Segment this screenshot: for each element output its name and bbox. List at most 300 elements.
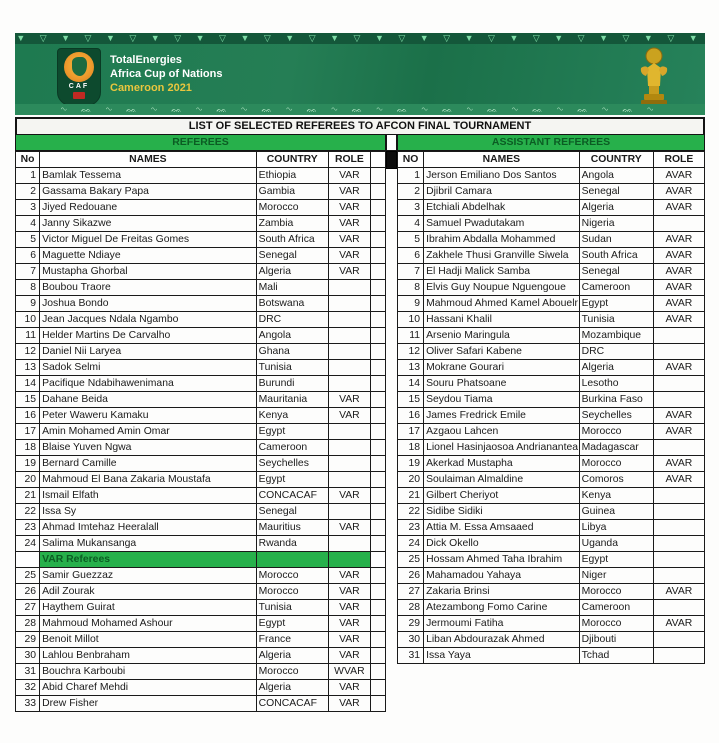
referee-country: Egypt — [579, 296, 653, 312]
row-number: 15 — [16, 392, 40, 408]
referee-country: Nigeria — [579, 216, 653, 232]
col-header-no: NO — [398, 152, 424, 168]
blank-cell — [370, 568, 385, 584]
banner-background — [15, 44, 705, 104]
referee-country: DRC — [579, 344, 653, 360]
row-number: 12 — [16, 344, 40, 360]
col-header-no: No — [16, 152, 40, 168]
referee-country: Morocco — [579, 424, 653, 440]
referee-name: Hossam Ahmed Taha Ibrahim — [424, 552, 580, 568]
referee-name: Atezambong Fomo Carine — [424, 600, 580, 616]
referee-role: VAR — [328, 248, 370, 264]
referee-country: Botswana — [256, 296, 328, 312]
blank-cell — [370, 280, 385, 296]
blank-cell — [370, 616, 385, 632]
referee-name: Seydou Tiama — [424, 392, 580, 408]
referee-country: Algeria — [579, 200, 653, 216]
assistant-referees-section-header: ASSISTANT REFEREES — [397, 134, 705, 151]
blank-cell — [370, 344, 385, 360]
table-row — [398, 344, 705, 360]
brand-afcon: Africa Cup of Nations — [110, 68, 223, 80]
referee-country: Senegal — [579, 184, 653, 200]
referee-role — [653, 344, 704, 360]
africa-map-icon — [64, 52, 94, 82]
row-number: 25 — [398, 552, 424, 568]
row-number: 27 — [16, 600, 40, 616]
referee-country: Burundi — [256, 376, 328, 392]
referee-country: Mali — [256, 280, 328, 296]
referee-name: Haythem Guirat — [40, 600, 257, 616]
row-number: 10 — [398, 312, 424, 328]
referee-name: Daniel Nii Laryea — [40, 344, 257, 360]
table-row — [398, 392, 705, 408]
table-row — [16, 664, 386, 680]
referee-country: Egypt — [256, 424, 328, 440]
table-row — [398, 648, 705, 664]
referee-role — [328, 376, 370, 392]
banner-pattern-top: ▼ ▽ ▼ ▽ ▼ ▽ ▼ ▽ ▼ ▽ ▼ ▽ ▼ ▽ ▼ ▽ ▼ ▽ ▼ ▽ ▼ ▽ ▼ ▽ ▼ ▽ ▼ ▽ ▼ ▽ ▼ — [16, 33, 704, 43]
table-row — [398, 248, 705, 264]
referee-name: Liban Abdourazak Ahmed — [424, 632, 580, 648]
blank-cell — [370, 424, 385, 440]
row-number: 30 — [398, 632, 424, 648]
referee-name: Peter Waweru Kamaku — [40, 408, 257, 424]
referee-country: France — [256, 632, 328, 648]
row-number: 31 — [16, 664, 40, 680]
referee-country: Morocco — [579, 456, 653, 472]
referee-country: Algeria — [579, 360, 653, 376]
row-number: 19 — [398, 456, 424, 472]
referee-name: Mahmoud Ahmed Kamel Abouelr — [424, 296, 580, 312]
row-number: 29 — [16, 632, 40, 648]
referee-country: Mauritania — [256, 392, 328, 408]
referees-header-row — [16, 152, 386, 168]
referee-name: Samuel Pwadutakam — [424, 216, 580, 232]
blank-cell — [370, 264, 385, 280]
referee-role: VAR — [328, 184, 370, 200]
referee-country: Cameroon — [579, 600, 653, 616]
referee-country: DRC — [256, 312, 328, 328]
referee-role — [328, 280, 370, 296]
referee-role: AVAR — [653, 168, 704, 184]
referee-role — [328, 504, 370, 520]
table-row — [398, 424, 705, 440]
caf-logo-text: CAF — [68, 83, 90, 90]
col-header-country: COUNTRY — [579, 152, 653, 168]
blank-cell — [370, 680, 385, 696]
row-number: 27 — [398, 584, 424, 600]
referee-role — [328, 328, 370, 344]
row-number: 9 — [16, 296, 40, 312]
referee-name: Mahamadou Yahaya — [424, 568, 580, 584]
referee-name: Pacifique Ndabihawenimana — [40, 376, 257, 392]
row-number: 15 — [398, 392, 424, 408]
referee-name: Etchiali Abdelhak — [424, 200, 580, 216]
referee-role — [653, 392, 704, 408]
blank-cell — [370, 232, 385, 248]
table-row — [398, 632, 705, 648]
referee-name: Helder Martins De Carvalho — [40, 328, 257, 344]
referee-name: Ismail Elfath — [40, 488, 257, 504]
referee-name: Adil Zourak — [40, 584, 257, 600]
referee-country: Cameroon — [579, 280, 653, 296]
referee-role: VAR — [328, 680, 370, 696]
tournament-banner — [15, 33, 705, 115]
referee-country: Gambia — [256, 184, 328, 200]
blank-cell — [370, 408, 385, 424]
col-header-role: ROLE — [328, 152, 370, 168]
blank-cell — [370, 584, 385, 600]
row-number: 23 — [16, 520, 40, 536]
row-number: 12 — [398, 344, 424, 360]
referee-country: Morocco — [579, 616, 653, 632]
referee-name: James Fredrick Emile — [424, 408, 580, 424]
table-row — [398, 616, 705, 632]
blank-cell — [370, 376, 385, 392]
row-number: 25 — [16, 568, 40, 584]
row-number: 13 — [16, 360, 40, 376]
table-row — [16, 360, 386, 376]
brand-totalenergies: TotalEnergies — [110, 54, 182, 66]
referee-country: Algeria — [256, 648, 328, 664]
referee-role: AVAR — [653, 616, 704, 632]
table-row — [16, 520, 386, 536]
blank-cell — [370, 216, 385, 232]
row-number — [16, 552, 40, 568]
band-gap-cell — [386, 134, 397, 151]
row-number: 16 — [398, 408, 424, 424]
referee-country: Cameroon — [256, 440, 328, 456]
blank-cell — [370, 392, 385, 408]
referee-name: Drew Fisher — [40, 696, 257, 712]
blank-cell — [370, 296, 385, 312]
referee-name: Zakhele Thusi Granville Siwela — [424, 248, 580, 264]
referee-role — [653, 520, 704, 536]
referee-country: Lesotho — [579, 376, 653, 392]
referee-name: Elvis Guy Noupue Nguengoue — [424, 280, 580, 296]
referee-role: AVAR — [653, 296, 704, 312]
referee-name: Issa Yaya — [424, 648, 580, 664]
referee-role: AVAR — [653, 312, 704, 328]
referee-country: Egypt — [256, 472, 328, 488]
table-row — [16, 296, 386, 312]
row-number: 26 — [398, 568, 424, 584]
blank-cell — [370, 664, 385, 680]
referee-role — [653, 376, 704, 392]
separator-cell — [386, 151, 397, 169]
row-number: 30 — [16, 648, 40, 664]
referee-name: Salima Mukansanga — [40, 536, 257, 552]
referee-country: Uganda — [579, 536, 653, 552]
referee-role: AVAR — [653, 472, 704, 488]
row-number: 29 — [398, 616, 424, 632]
table-row — [398, 520, 705, 536]
table-row — [16, 616, 386, 632]
blank-cell — [370, 312, 385, 328]
blank-cell — [370, 184, 385, 200]
referee-role — [328, 440, 370, 456]
referee-country: Seychelles — [256, 456, 328, 472]
referee-country: Tunisia — [579, 312, 653, 328]
row-number: 2 — [16, 184, 40, 200]
referee-role — [653, 328, 704, 344]
table-row — [16, 584, 386, 600]
referee-role — [653, 488, 704, 504]
table-row — [16, 232, 386, 248]
row-number: 3 — [398, 200, 424, 216]
row-number: 1 — [398, 168, 424, 184]
table-row — [16, 504, 386, 520]
blank-cell — [370, 536, 385, 552]
referees-table — [15, 151, 386, 712]
blank-cell — [370, 168, 385, 184]
referee-name: Djibril Camara — [424, 184, 580, 200]
row-number: 9 — [398, 296, 424, 312]
referee-name: Soulaiman Almaldine — [424, 472, 580, 488]
referee-role: VAR — [328, 696, 370, 712]
row-number: 22 — [16, 504, 40, 520]
referee-name: Janny Sikazwe — [40, 216, 257, 232]
table-row — [398, 488, 705, 504]
row-number: 7 — [398, 264, 424, 280]
table-row — [398, 568, 705, 584]
referee-name: Boubou Traore — [40, 280, 257, 296]
table-row — [16, 456, 386, 472]
referee-name: Zakaria Brinsi — [424, 584, 580, 600]
referee-role — [653, 552, 704, 568]
table-row — [398, 584, 705, 600]
table-row — [16, 488, 386, 504]
referee-name: Bernard Camille — [40, 456, 257, 472]
referee-name: Akerkad Mustapha — [424, 456, 580, 472]
referee-role: AVAR — [653, 248, 704, 264]
col-header-country: COUNTRY — [256, 152, 328, 168]
referee-country: Egypt — [579, 552, 653, 568]
table-row — [16, 568, 386, 584]
table-row — [398, 552, 705, 568]
referee-role: VAR — [328, 648, 370, 664]
referee-name: Mokrane Gourari — [424, 360, 580, 376]
table-row — [16, 680, 386, 696]
referee-role — [653, 504, 704, 520]
assistant-referees-table — [397, 151, 705, 664]
row-number: 11 — [398, 328, 424, 344]
referee-name: Mustapha Ghorbal — [40, 264, 257, 280]
table-row — [398, 504, 705, 520]
referee-country: Ethiopia — [256, 168, 328, 184]
referee-role: AVAR — [653, 232, 704, 248]
blank-cell — [370, 552, 385, 568]
row-number: 21 — [398, 488, 424, 504]
referee-name: Jermoumi Fatiha — [424, 616, 580, 632]
referee-role: AVAR — [653, 424, 704, 440]
referee-country: Mauritius — [256, 520, 328, 536]
afcon-trophy-icon — [631, 46, 677, 108]
table-row — [16, 472, 386, 488]
referee-country: Niger — [579, 568, 653, 584]
assistant-referees-header-row — [398, 152, 705, 168]
referee-country: Mozambique — [579, 328, 653, 344]
referee-country: Algeria — [256, 680, 328, 696]
table-row — [398, 280, 705, 296]
referee-role — [328, 456, 370, 472]
row-number: 28 — [16, 616, 40, 632]
page-title: LIST OF SELECTED REFEREES TO AFCON FINAL TOURNAMENT — [15, 117, 705, 136]
referee-country: Ghana — [256, 344, 328, 360]
referee-country: Tunisia — [256, 600, 328, 616]
referee-country: Djibouti — [579, 632, 653, 648]
referee-name: Lahlou Benbraham — [40, 648, 257, 664]
table-row — [398, 360, 705, 376]
referee-country: Seychelles — [579, 408, 653, 424]
col-header-names: NAMES — [424, 152, 580, 168]
referee-role: VAR — [328, 232, 370, 248]
row-number: 5 — [398, 232, 424, 248]
blank-cell — [370, 248, 385, 264]
referee-name: Gassama Bakary Papa — [40, 184, 257, 200]
row-number: 1 — [16, 168, 40, 184]
table-row — [398, 296, 705, 312]
referee-country: South Africa — [256, 232, 328, 248]
referee-country: Burkina Faso — [579, 392, 653, 408]
referee-country: Sudan — [579, 232, 653, 248]
table-row — [398, 168, 705, 184]
table-row — [398, 328, 705, 344]
referee-country: South Africa — [579, 248, 653, 264]
table-row — [16, 344, 386, 360]
referee-role: WVAR — [328, 664, 370, 680]
table-row — [398, 264, 705, 280]
row-number: 2 — [398, 184, 424, 200]
referee-name: Maguette Ndiaye — [40, 248, 257, 264]
referee-role — [328, 552, 370, 568]
table-row — [398, 184, 705, 200]
blank-cell — [370, 440, 385, 456]
row-number: 18 — [16, 440, 40, 456]
table-row — [16, 648, 386, 664]
table-row — [398, 472, 705, 488]
referee-role — [328, 360, 370, 376]
referee-name: Amin Mohamed Amin Omar — [40, 424, 257, 440]
row-number: 20 — [16, 472, 40, 488]
referee-name: Sadok Selmi — [40, 360, 257, 376]
referee-role: VAR — [328, 584, 370, 600]
referee-role — [328, 296, 370, 312]
row-number: 24 — [398, 536, 424, 552]
referee-name: Bouchra Karboubi — [40, 664, 257, 680]
referee-country: Algeria — [256, 264, 328, 280]
referee-role: AVAR — [653, 456, 704, 472]
referee-name: Azgaou Lahcen — [424, 424, 580, 440]
table-row — [16, 200, 386, 216]
referee-country: Morocco — [256, 568, 328, 584]
referee-role — [328, 536, 370, 552]
row-number: 33 — [16, 696, 40, 712]
referee-country: Angola — [579, 168, 653, 184]
table-row — [398, 408, 705, 424]
referee-country: Senegal — [579, 264, 653, 280]
referee-country: Comoros — [579, 472, 653, 488]
table-row — [16, 408, 386, 424]
table-row — [16, 280, 386, 296]
table-row — [398, 440, 705, 456]
blank-cell — [370, 200, 385, 216]
referee-role — [653, 216, 704, 232]
referee-role: AVAR — [653, 360, 704, 376]
var-referees-section-row — [16, 552, 386, 568]
row-number: 4 — [16, 216, 40, 232]
table-row — [16, 696, 386, 712]
referee-name: Issa Sy — [40, 504, 257, 520]
referee-role: VAR — [328, 488, 370, 504]
section-label: VAR Referees — [40, 552, 257, 568]
referee-name: El Hadji Malick Samba — [424, 264, 580, 280]
row-number: 17 — [16, 424, 40, 440]
referee-name: Benoit Millot — [40, 632, 257, 648]
row-number: 32 — [16, 680, 40, 696]
row-number: 24 — [16, 536, 40, 552]
referee-name: Dahane Beida — [40, 392, 257, 408]
table-row — [16, 600, 386, 616]
referee-name: Arsenio Maringula — [424, 328, 580, 344]
referee-role: VAR — [328, 264, 370, 280]
blank-cell — [370, 600, 385, 616]
blank-cell — [370, 648, 385, 664]
referee-country: Madagascar — [579, 440, 653, 456]
referee-role: VAR — [328, 568, 370, 584]
row-number: 4 — [398, 216, 424, 232]
row-number: 11 — [16, 328, 40, 344]
row-number: 17 — [398, 424, 424, 440]
referee-role: AVAR — [653, 200, 704, 216]
row-number: 28 — [398, 600, 424, 616]
referee-role: AVAR — [653, 408, 704, 424]
table-row — [16, 440, 386, 456]
referee-country: Morocco — [579, 584, 653, 600]
row-number: 13 — [398, 360, 424, 376]
referee-role — [328, 424, 370, 440]
row-number: 23 — [398, 520, 424, 536]
referee-name: Blaise Yuven Ngwa — [40, 440, 257, 456]
banner-pattern-bottom: ∿ ᨐ ∿ ᨐ ∿ ᨐ ∿ ᨐ ∿ ᨐ ∿ ᨐ ∿ ᨐ ∿ ᨐ ∿ ᨐ ∿ ᨐ ∿ ᨐ ∿ ᨐ ∿ ᨐ ∿ — [15, 104, 705, 115]
referee-role: AVAR — [653, 184, 704, 200]
referee-country: Senegal — [256, 248, 328, 264]
referee-name: Ahmad Imtehaz Heeralall — [40, 520, 257, 536]
row-number: 8 — [398, 280, 424, 296]
table-row — [398, 536, 705, 552]
referee-name: Victor Miguel De Freitas Gomes — [40, 232, 257, 248]
referee-role: AVAR — [653, 280, 704, 296]
referee-country: Zambia — [256, 216, 328, 232]
referees-section-header: REFEREES — [15, 134, 386, 151]
col-header-role: ROLE — [653, 152, 704, 168]
referee-name: Lionel Hasinjaosoa Andrianantea — [424, 440, 580, 456]
caf-logo — [57, 48, 101, 106]
row-number: 26 — [16, 584, 40, 600]
referee-country: Morocco — [256, 200, 328, 216]
referee-role: VAR — [328, 392, 370, 408]
row-number: 10 — [16, 312, 40, 328]
table-row — [398, 376, 705, 392]
referee-role: AVAR — [653, 264, 704, 280]
referee-name: Oliver Safari Kabene — [424, 344, 580, 360]
table-row — [16, 216, 386, 232]
referee-country: CONCACAF — [256, 696, 328, 712]
blank-cell — [370, 488, 385, 504]
referee-role: AVAR — [653, 584, 704, 600]
table-row — [16, 376, 386, 392]
referee-role — [653, 440, 704, 456]
